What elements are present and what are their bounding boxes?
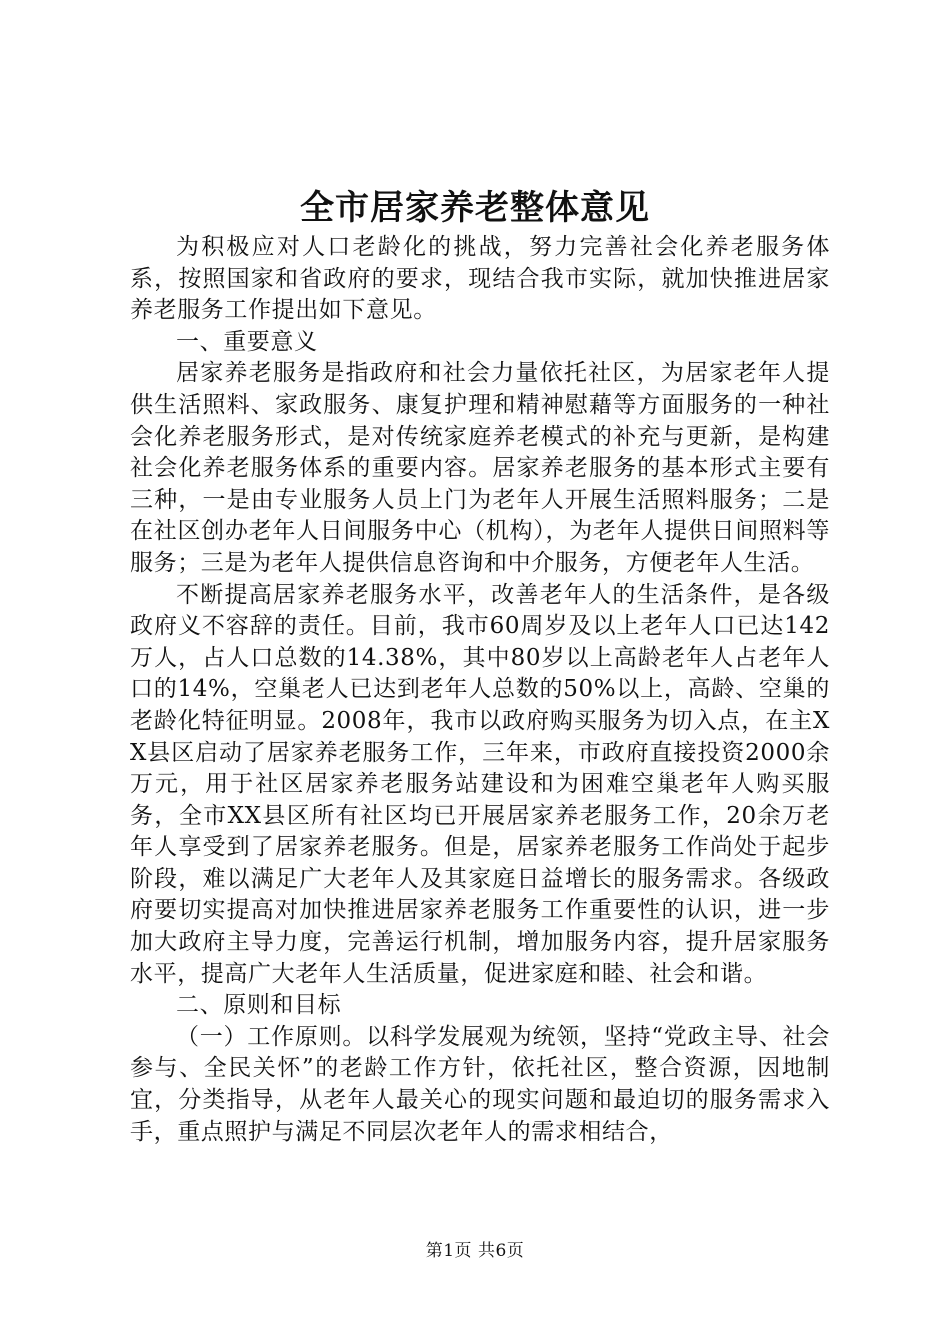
body-paragraph: （一）工作原则。以科学发展观为统领，坚持“党政主导、社会参与、全民关怀”的老龄工作方针，依托社区，整合资源，因地制宜，分类指导，从老年人最关心的现实问题和最迫切的服务需求入手，重点照护与满足不同层次老年人的需求相结合， [130, 1023, 830, 1145]
body-paragraph: 居家养老服务是指政府和社会力量依托社区，为居家老年人提供生活照料、家政服务、康复护理和精神慰藉等方面服务的一种社会化养老服务形式，是对传统家庭养老模式的补充与更新，是构建社会化养老服务体系的重要内容。居家养老服务的基本形式主要有三种，一是由专业服务人员上门为老年人开展生活照料服务；二是在社区创办老年人日间服务中心（机构），为老年人提供日间照料等服务；三是为老年人提供信息咨询和中介服务，方便老年人生活。 [130, 360, 830, 576]
body-paragraph: 不断提高居家养老服务水平，改善老年人的生活条件，是各级政府义不容辞的责任。目前，我市60周岁及以上老年人口已达142万人，占人口总数的14.38%，其中80岁以上高龄老年人占老年人口的14%，空巢老人已达到老年人总数的50%以上，高龄、空巢的老龄化特征明显。2008年，我市以政府购买服务为切入点，在主XX县区启动了居家养老服务工作，三年来，市政府直接投资2000余万元，用于社区居家养老服务站建设和为困难空巢老年人购买服务，全市XX县区所有社区均已开展居家养老服务工作，20余万老年人享受到了居家养老服务。但是，居家养老服务工作尚处于起步阶段，难以满足广大老年人及其家庭日益增长的服务需求。各级政府要切实提高对加快推进居家养老服务工作重要性的认识，进一步加大政府主导力度，完善运行机制，增加服务内容，提升居家服务水平，提高广大老年人生活质量，促进家庭和睦、社会和谐。 [130, 581, 830, 987]
document-body [130, 232, 830, 1148]
section-heading-significance: 一、重要意义 [176, 328, 318, 355]
document-title: 全市居家养老整体意见 [300, 188, 650, 228]
page-number-footer: 第1页 共6页 [425, 1241, 525, 1261]
intro-paragraph: 为积极应对人口老龄化的挑战，努力完善社会化养老服务体系，按照国家和省政府的要求，现结合我市实际，就加快推进居家养老服务工作提出如下意见。 [130, 234, 830, 324]
section-heading-principles: 二、原则和目标 [176, 992, 342, 1019]
